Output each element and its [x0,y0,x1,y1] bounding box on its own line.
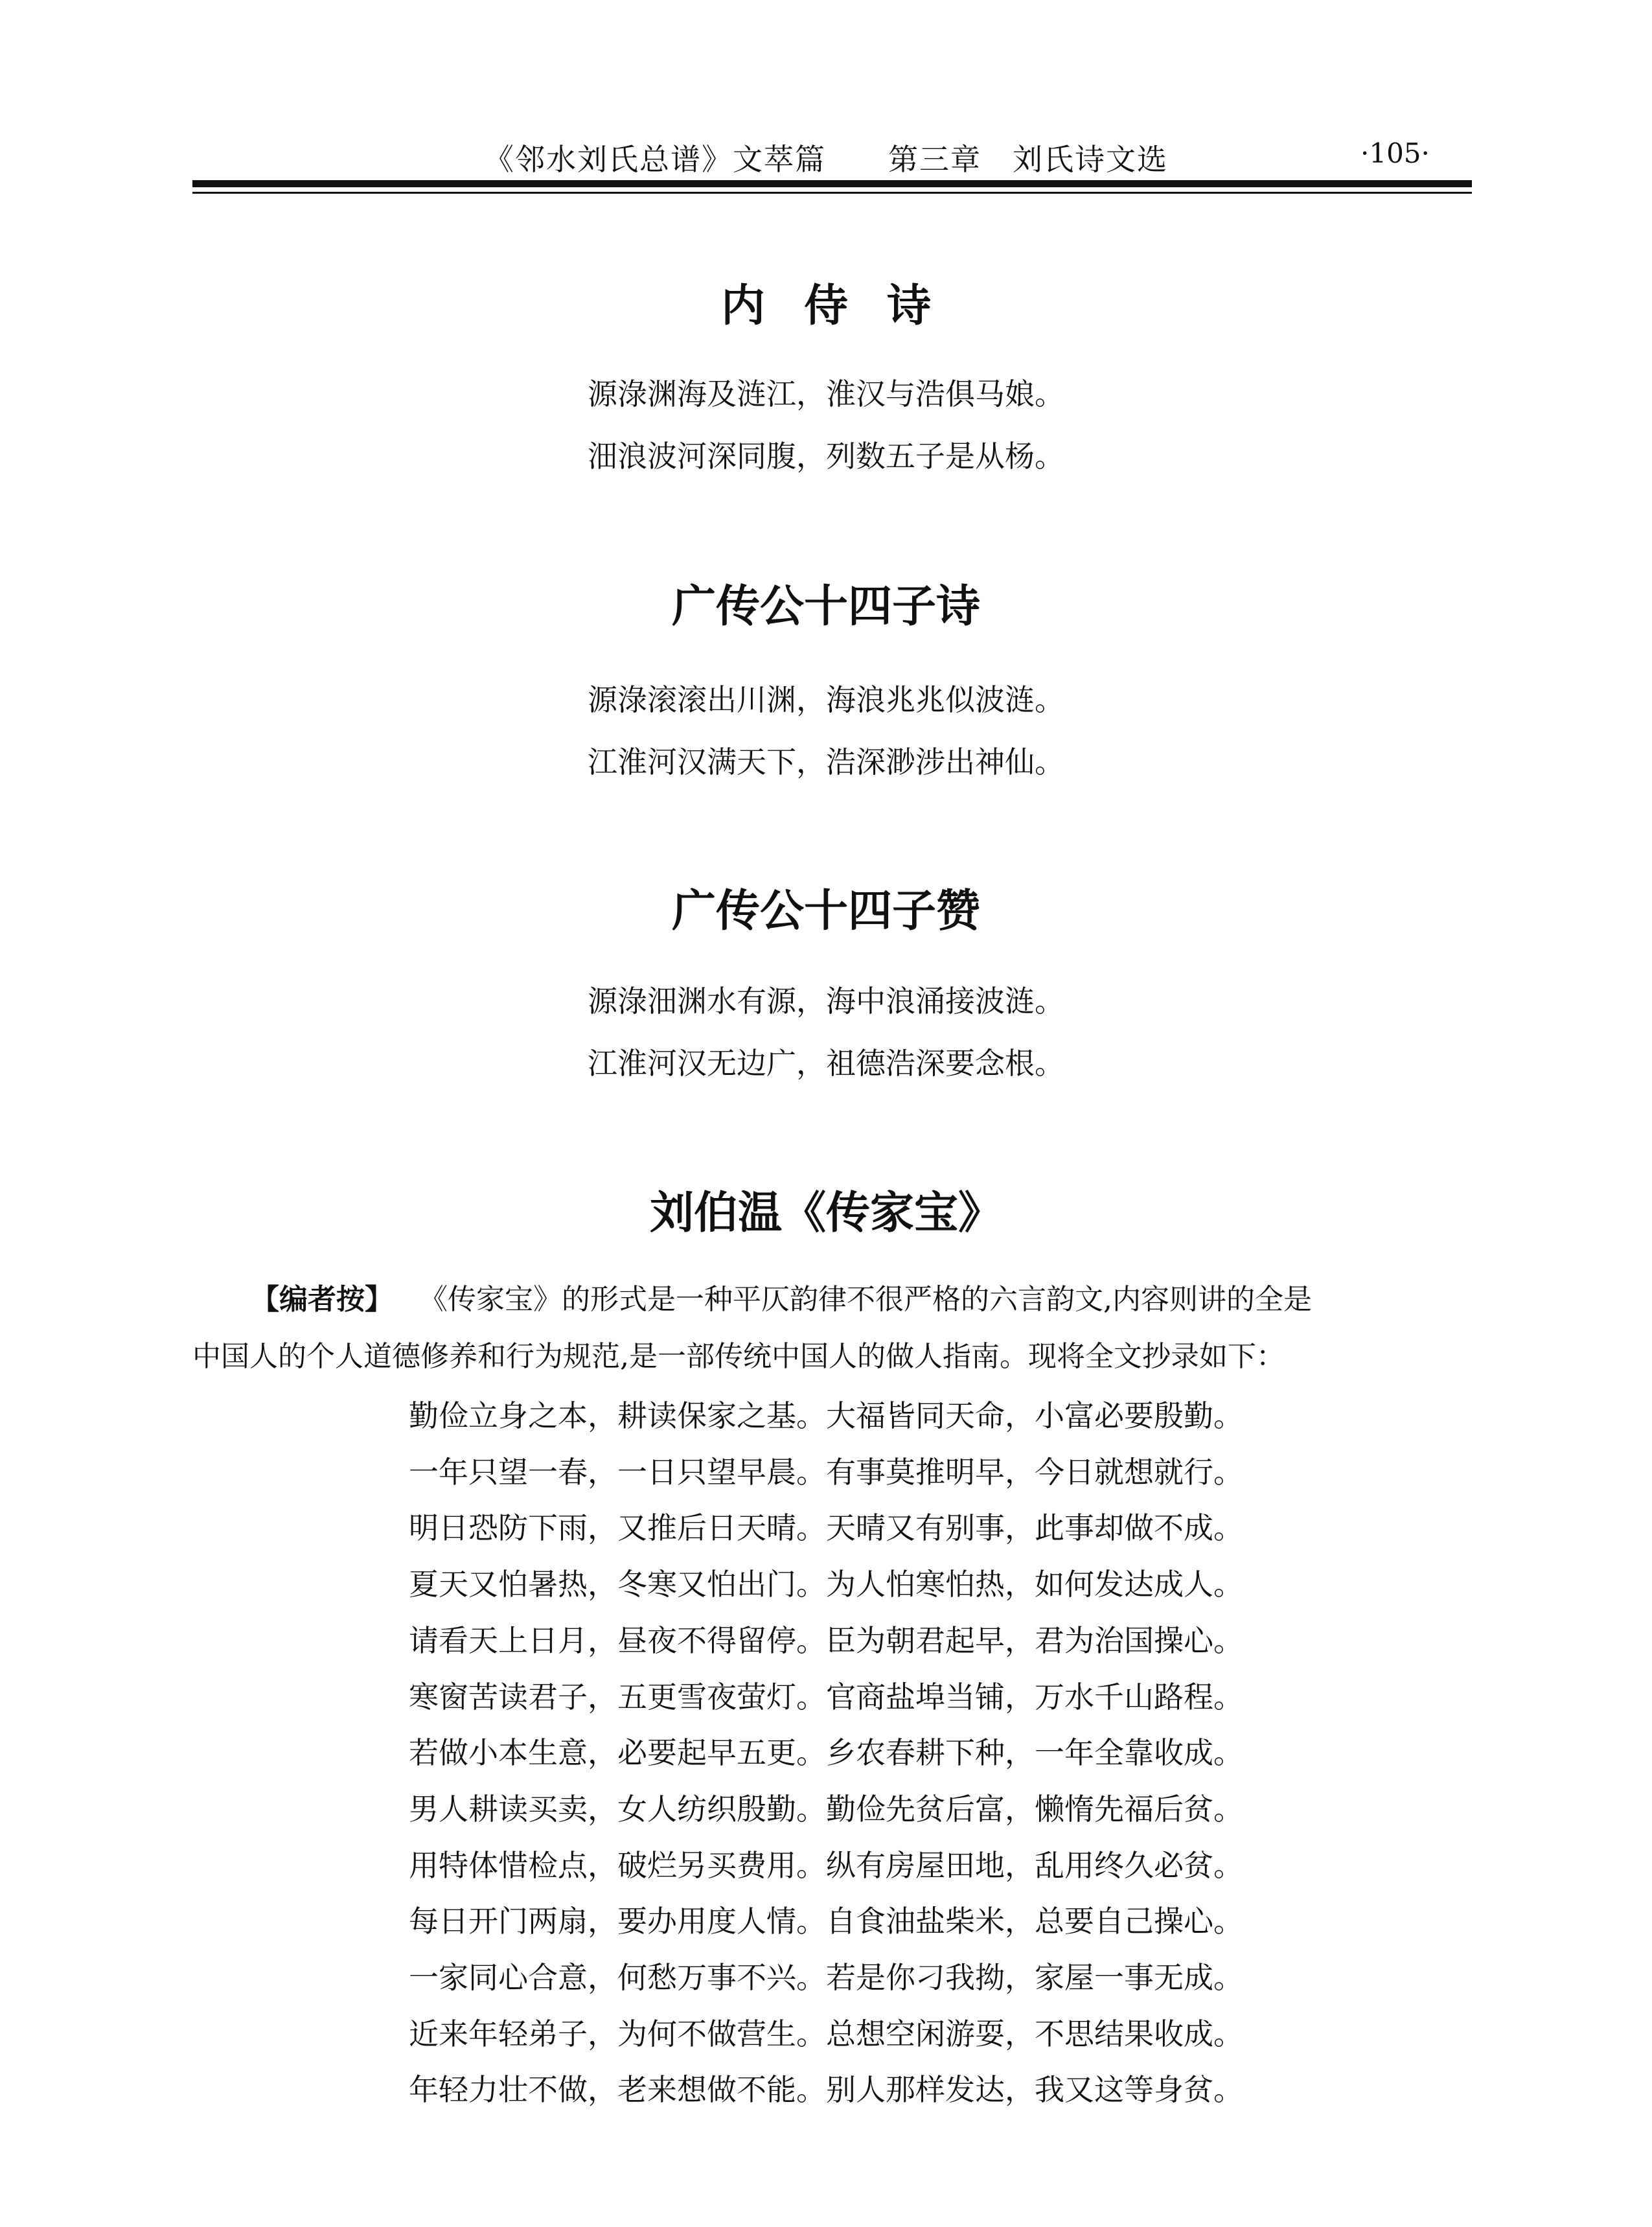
article-title: 刘伯温《传家宝》 [649,1188,1002,1239]
editor-note-text-1: 《传家宝》的形式是一种平仄韵律不很严格的六言韵文,内容则讲的全是 [419,1283,1312,1316]
header-title: 《邻水刘氏总谱》文萃篇 第三章 刘氏诗文选 [484,142,1168,177]
page-number: ·105· [1360,137,1430,169]
article-verse [0,1388,1652,2118]
section-title-guangchuan-poem: 广传公十四子诗 [671,581,980,632]
poem-line: 江淮河汉无边广，祖德浩深要念根。 [588,1046,1064,1081]
verse-line: 年轻力壮不做，老来想做不能。别人那样发达，我又这等身贫。 [409,2072,1243,2108]
editor-note-label: 【编者按】 [251,1283,393,1316]
verse-line: 一年只望一春，一日只望早晨。有事莫推明早，今日就想就行。 [409,1454,1243,1490]
verse-line: 请看天上日月，昼夜不得留停。臣为朝君起早，君为治国操心。 [409,1622,1243,1658]
verse-line: 近来年轻弟子，为何不做营生。总想空闲游耍，不思结果收成。 [409,2016,1243,2051]
editor-note-line-2: 中国人的个人道德修养和行为规范,是一部传统中国人的做人指南。现将全文抄录如下： [192,1340,1285,1373]
poem-line: 沺浪波河深同腹，列数五子是从杨。 [588,439,1064,474]
section-title-neishi: 内侍诗 [720,281,970,332]
poem-guangchuan-praise [0,970,1652,1094]
verse-line: 男人耕读买卖，女人纺织殷勤。勤俭先贫后富，懒惰先福后贫。 [409,1791,1243,1827]
verse-line: 寒窗苦读君子，五更雪夜萤灯。官商盐埠当铺，万水千山路程。 [409,1679,1243,1714]
verse-line: 夏天又怕暑热，冬寒又怕出门。为人怕寒怕热，如何发达成人。 [409,1567,1243,1602]
verse-line: 勤俭立身之本，耕读保家之基。大福皆同天命，小富必要殷勤。 [409,1398,1243,1433]
poem-line: 源淥沺渊水有源，海中浪涌接波涟。 [588,984,1064,1019]
verse-line: 明日恐防下雨，又推后日天晴。天晴又有别事，此事却做不成。 [409,1510,1243,1546]
editor-note [192,1271,1472,1385]
header-rule-thin [192,192,1472,194]
poem-line: 江淮河汉满天下，浩深渺涉出神仙。 [588,744,1064,779]
verse-line: 若做小本生意，必要起早五更。乡农春耕下种，一年全靠收成。 [409,1735,1243,1771]
verse-line: 每日开门两扇，要办用度人情。自食油盐柴米，总要自己操心。 [409,1904,1243,1939]
verse-line: 一家同心合意，何愁万事不兴。若是你刁我拗，家屋一事无成。 [409,1960,1243,1996]
section-title-guangchuan-praise: 广传公十四子赞 [671,886,980,937]
poem-guangchuan [0,669,1652,793]
poem-line: 源淥渊海及涟江，淮汉与浩俱马娘。 [588,376,1064,411]
editor-note-line-1 [192,1271,1472,1328]
verse-line: 用特体惜检点，破烂另买费用。纵有房屋田地，乱用终久必贫。 [409,1847,1243,1883]
poem-neishi [0,363,1652,487]
poem-line: 源淥滚滚出川渊，海浪兆兆似波涟。 [588,682,1064,717]
header-rule-thick [192,180,1472,187]
